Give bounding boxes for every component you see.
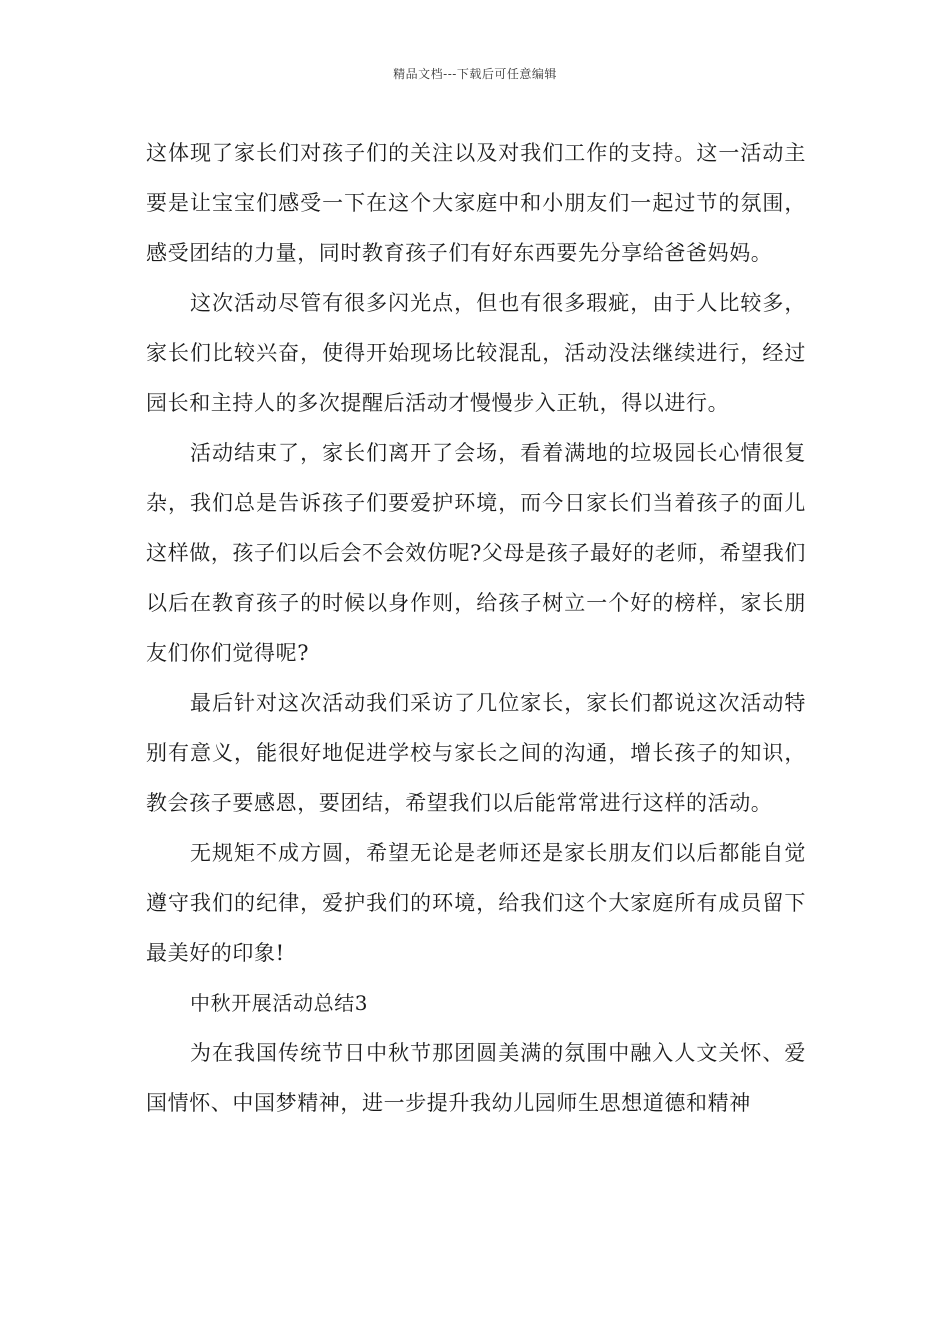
section-heading: 中秋开展活动总结3 (190, 991, 369, 1015)
paragraph-4: 最后针对这次活动我们采访了几位家长，家长们都说这次活动特别有意义，能很好地促进学校与家长之间的沟通，增长孩子的知识，教会孩子要感恩，要团结，希望我们以后能常常进行这样的活动。 (146, 691, 806, 815)
paragraph-2: 这次活动尽管有很多闪光点，但也有很多瑕疵，由于人比较多，家长们比较兴奋，使得开始现场比较混乱，活动没法继续进行，经过园长和主持人的多次提醒后活动才慢慢步入正轨，得以进行。 (146, 291, 806, 415)
paragraph-1: 这体现了家长们对孩子们的关注以及对我们工作的支持。这一活动主要是让宝宝们感受一下在这个大家庭中和小朋友们一起过节的氛围，感受团结的力量，同时教育孩子们有好东西要先分享给爸爸妈妈。 (146, 141, 806, 265)
document-body (146, 128, 806, 1128)
paragraph-6: 为在我国传统节日中秋节那团圆美满的氛围中融入人文关怀、爱国情怀、中国梦精神，进一步提升我幼儿园师生思想道德和精神 (146, 1041, 806, 1115)
page-header: 精品文档---下载后可任意编辑 (393, 67, 557, 81)
paragraph-5: 无规矩不成方圆，希望无论是老师还是家长朋友们以后都能自觉遵守我们的纪律，爱护我们的环境，给我们这个大家庭所有成员留下最美好的印象! (146, 841, 806, 965)
paragraph-3: 活动结束了，家长们离开了会场，看着满地的垃圾园长心情很复杂，我们总是告诉孩子们要爱护环境，而今日家长们当着孩子的面儿这样做，孩子们以后会不会效仿呢?父母是孩子最好的老师，希望我们以后在教育孩子的时候以身作则，给孩子树立一个好的榜样，家长朋友们你们觉得呢? (146, 441, 806, 665)
